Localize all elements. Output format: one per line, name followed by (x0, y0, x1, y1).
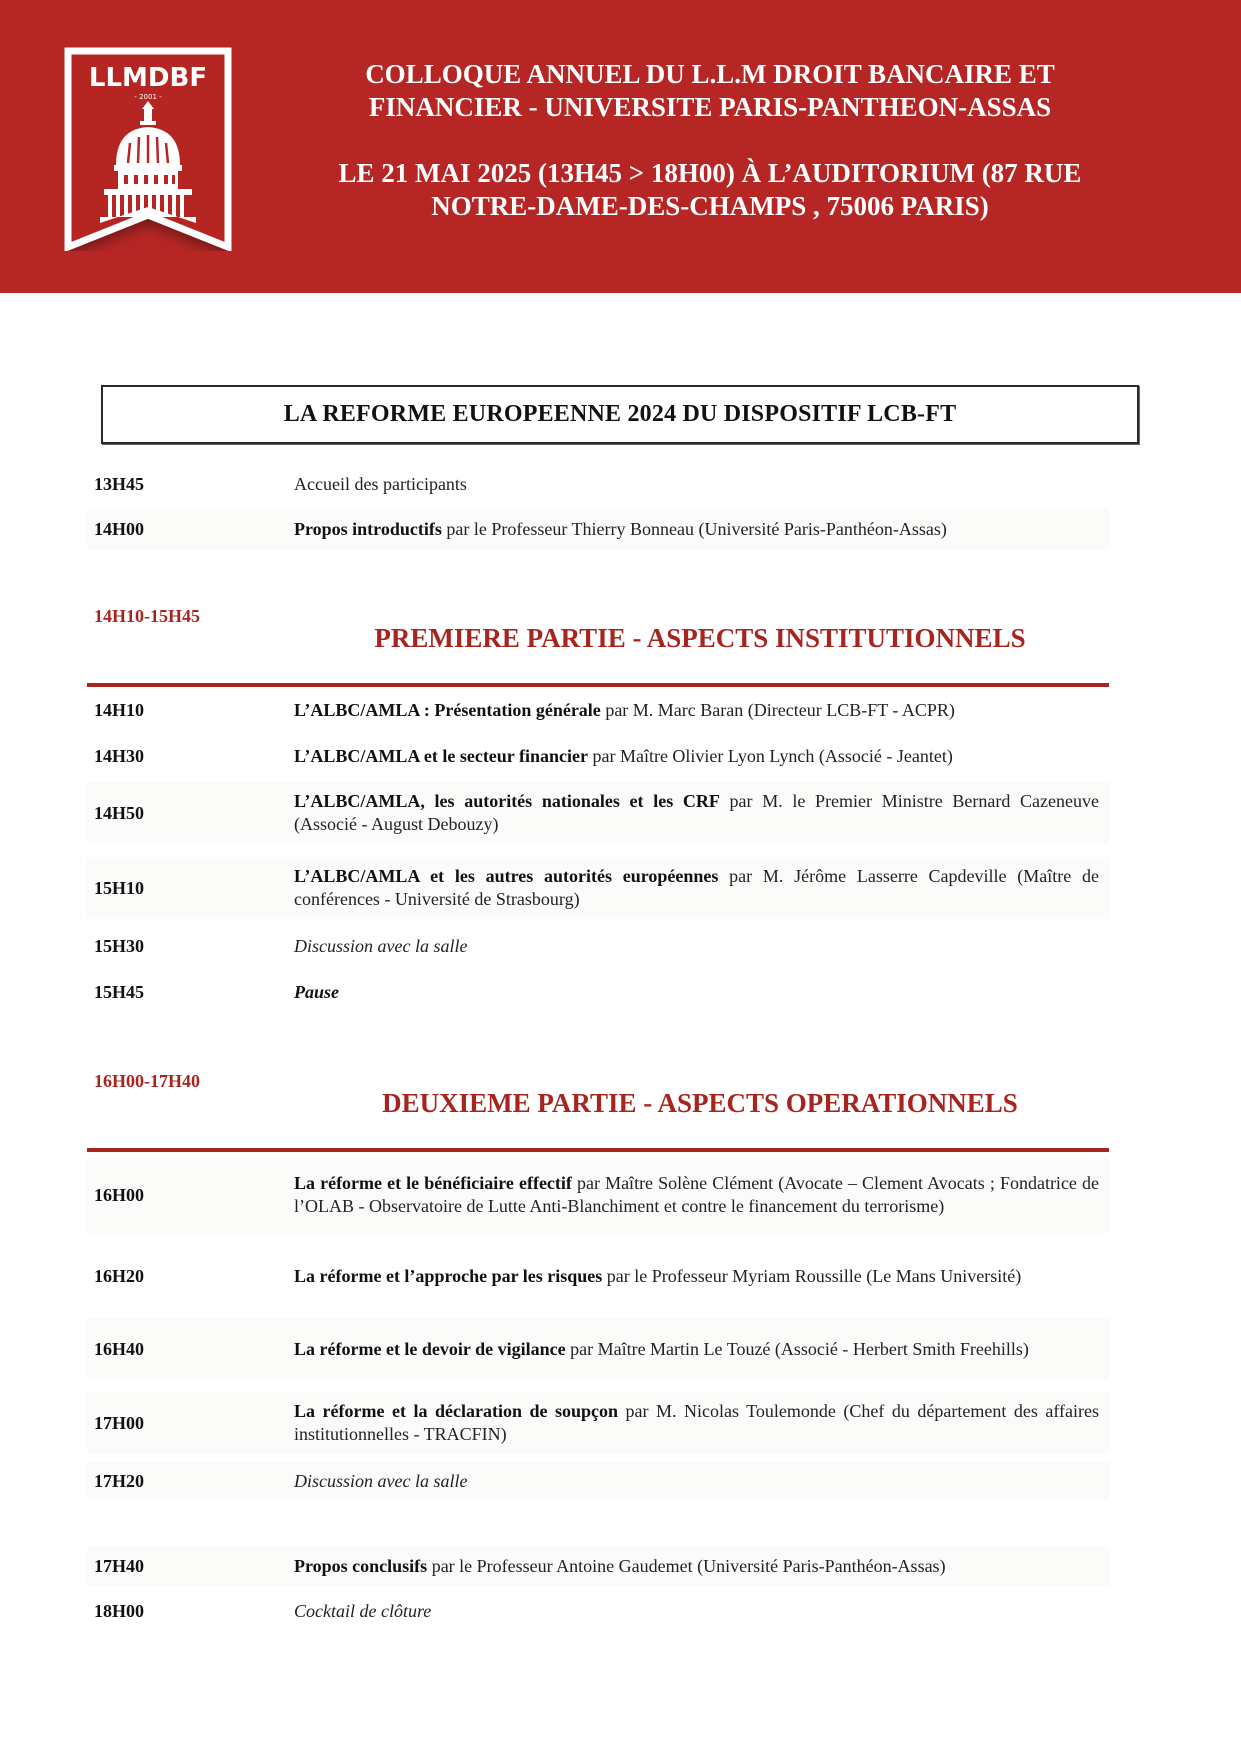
row-time: 16H00 (94, 1184, 145, 1205)
row-rest: par M. le Premier Ministre Bernard Cazeneuve (Associé - August Debouzy) (294, 791, 1099, 834)
pantheon-dome-icon (64, 47, 232, 251)
program-row (87, 974, 1109, 1010)
program-row (87, 508, 1109, 550)
event-title (300, 58, 1120, 124)
row-time: 15H30 (94, 935, 145, 956)
row-description (294, 790, 1099, 836)
event-title-line: COLLOQUE ANNUEL DU L.L.M DROIT BANCAIRE ET (365, 59, 1055, 89)
program-row (87, 466, 1109, 502)
row-rest: par M. Jérôme Lasserre Capdeville (Maître de conférences - Université de Strasbourg) (294, 866, 1099, 909)
section-divider (87, 1148, 1109, 1152)
logo-year: - 2001 - (134, 93, 162, 101)
row-title: L’ALBC/AMLA : Présentation générale (294, 699, 601, 720)
row-description (294, 935, 1099, 958)
row-rest: Accueil des participants (294, 473, 467, 494)
event-date-line: NOTRE-DAME-DES-CHAMPS , 75006 PARIS) (431, 191, 989, 221)
row-title: La réforme et le bénéficiaire effectif (294, 1173, 572, 1193)
program-row (87, 1593, 1109, 1629)
program-row (87, 782, 1109, 844)
part-title: DEUXIEME PARTIE - ASPECTS OPERATIONNELS (382, 1088, 1018, 1118)
row-title: Propos conclusifs (294, 1555, 428, 1576)
row-time: 14H10 (94, 699, 145, 720)
row-time: 18H00 (94, 1600, 145, 1621)
row-title: L’ALBC/AMLA, les autorités nationales et les CRF (294, 791, 720, 811)
row-title: Pause (294, 981, 339, 1002)
row-rest: Cocktail de clôture (294, 1600, 432, 1621)
row-rest: par M. Nicolas Toulemonde (Chef du département des affaires institutionnelles - TRACFIN) (294, 1401, 1099, 1444)
row-rest: par M. Marc Baran (Directeur LCB-FT - ACPR) (600, 699, 955, 720)
part-time-range: 16H00-17H40 (94, 1071, 200, 1091)
program-row (87, 928, 1109, 964)
program-row (87, 1258, 1109, 1294)
program-row (87, 1392, 1109, 1454)
row-description (294, 518, 1099, 541)
row-time: 15H10 (94, 877, 145, 898)
row-description (294, 981, 1099, 1004)
row-rest: Discussion avec la salle (294, 935, 468, 956)
row-description (294, 1470, 1099, 1493)
llmdbf-logo (64, 47, 232, 251)
section-divider (87, 683, 1109, 687)
row-time: 17H40 (94, 1555, 145, 1576)
theme-title: LA REFORME EUROPEENNE 2024 DU DISPOSITIF LCB-FT (283, 401, 957, 427)
row-time: 17H20 (94, 1470, 145, 1491)
row-title: Propos introductifs (294, 518, 442, 539)
row-time: 14H30 (94, 745, 145, 766)
row-description (294, 1338, 1099, 1361)
header-banner (0, 0, 1241, 293)
part-title: PREMIERE PARTIE - ASPECTS INSTITUTIONNELS (374, 623, 1026, 653)
program-row (87, 857, 1109, 919)
row-title: La réforme et le devoir de vigilance (294, 1338, 566, 1359)
row-description (294, 1265, 1099, 1288)
row-description (294, 745, 1099, 768)
event-date-location (300, 157, 1120, 223)
row-description (294, 1600, 1099, 1623)
row-time: 14H00 (94, 518, 145, 539)
row-title: La réforme et l’approche par les risques (294, 1265, 603, 1286)
row-title: L’ALBC/AMLA et le secteur financier (294, 745, 588, 766)
row-title: La réforme et la déclaration de soupçon (294, 1401, 618, 1421)
row-description (294, 865, 1099, 911)
row-description (294, 699, 1099, 722)
row-rest: par le Professeur Myriam Roussille (Le Mans Université) (602, 1265, 1022, 1286)
program-row (87, 1462, 1109, 1500)
row-rest: par Maître Solène Clément (Avocate – Clement Avocats ; Fondatrice de l’OLAB - Observatoire de Lutte Anti-Blanchiment et contre le financement du terrorisme) (294, 1173, 1099, 1216)
program-row (87, 1546, 1109, 1586)
row-description (294, 1400, 1099, 1446)
program-row (87, 1157, 1109, 1233)
row-rest: Discussion avec la salle (294, 1470, 468, 1491)
program-row (87, 692, 1109, 728)
event-title-line: FINANCIER - UNIVERSITE PARIS-PANTHEON-ASSAS (368, 92, 1052, 122)
row-description (294, 1172, 1099, 1218)
row-time: 17H00 (94, 1412, 145, 1433)
row-time: 16H20 (94, 1265, 145, 1286)
row-rest: par le Professeur Antoine Gaudemet (Université Paris-Panthéon-Assas) (427, 1555, 946, 1576)
row-time: 16H40 (94, 1338, 145, 1359)
row-time: 14H50 (94, 802, 145, 823)
row-description (294, 1555, 1099, 1578)
program-row (87, 1318, 1109, 1380)
row-rest: par Maître Martin Le Touzé (Associé - Herbert Smith Freehills) (565, 1338, 1029, 1359)
event-date-line: LE 21 MAI 2025 (13H45 > 18H00) À L’AUDITORIUM (87 RUE (338, 158, 1082, 188)
theme-box (101, 385, 1139, 444)
row-rest: par le Professeur Thierry Bonneau (Université Paris-Panthéon-Assas) (441, 518, 947, 539)
row-time: 15H45 (94, 981, 145, 1002)
logo-name: LLMDBF (88, 63, 208, 93)
part-time-range: 14H10-15H45 (94, 606, 200, 626)
row-time: 13H45 (94, 473, 145, 494)
row-description (294, 473, 1099, 496)
program-row (87, 738, 1109, 774)
row-title: L’ALBC/AMLA et les autres autorités européennes (294, 866, 719, 886)
row-rest: par Maître Olivier Lyon Lynch (Associé - Jeantet) (587, 745, 953, 766)
